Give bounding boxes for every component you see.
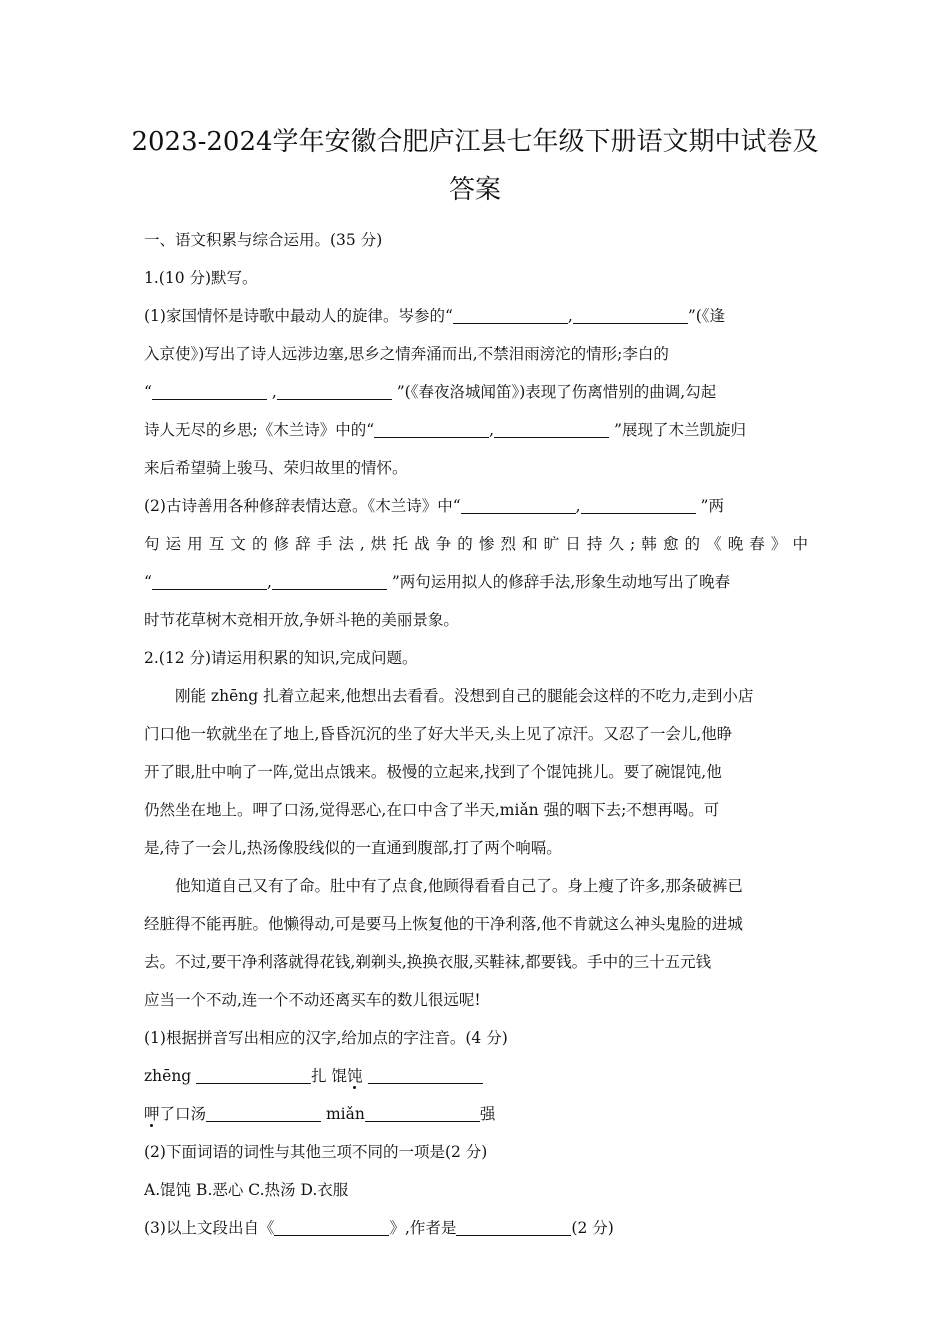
answer-blank[interactable] [456,1217,571,1236]
q2-sub1-row1 [144,1057,808,1095]
text: 馄 [331,1067,348,1085]
text: “ [144,383,152,401]
q2-sub3 [144,1209,808,1247]
q2-sub1-heading: (1)根据拼音写出相应的汉字,给加点的字注音。(4 分) [144,1029,508,1047]
text: (1)家国情怀是诗歌中最动人的旋律。岑参的“ [144,307,453,325]
answer-blank[interactable] [453,305,568,324]
passage-p1-line1: 刚能 zhēng 扎着立起来,他想出去看看。没想到自己的腿能会这样的不吃力,走到小店 [175,687,754,705]
q1-p1-line5: 来后希望骑上骏马、荣归故里的情怀。 [144,459,408,477]
passage-p2-line2: 经脏得不能再脏。他懒得动,可是要马上恢复他的干净利落,他不肯就这么神头鬼脸的进城 [144,915,743,933]
passage-p2-line4: 应当一个不动,连一个不动还离买车的数儿很远呢! [144,991,481,1009]
text: ”两 [700,497,724,515]
passage-p1-line3: 开了眼,肚中响了一阵,觉出点饿来。极慢的立起来,找到了个馄饨挑儿。要了碗馄饨,他 [144,763,722,781]
answer-blank[interactable] [573,305,688,324]
text: , [489,421,495,439]
q1-p1-line2: 入京使》)写出了诗人远涉边塞,思乡之情奔涌而出,不禁泪雨滂沱的情形;李白的 [144,345,669,363]
text: , [271,383,277,401]
pinyin: miǎn [325,1105,365,1123]
answer-blank[interactable] [581,495,696,514]
answer-blank[interactable] [152,571,267,590]
q2-heading: 2.(12 分)请运用积累的知识,完成问题。 [144,649,418,667]
doc-body [144,221,808,1247]
text: “ [144,573,152,591]
text: , [567,307,573,325]
answer-blank[interactable] [272,571,387,590]
answer-blank[interactable] [196,1065,311,1084]
answer-blank[interactable] [277,381,392,400]
answer-blank[interactable] [461,495,576,514]
answer-blank[interactable] [365,1103,480,1122]
text: (2)古诗善用各种修辞表情达意。《木兰诗》中“ [144,497,461,515]
text: 》,作者是 [389,1219,457,1237]
text: ”(《春夜洛城闻笛》)表现了伤离惜别的曲调,勾起 [396,383,717,401]
passage-p1-line4: 仍然坐在地上。呷了口汤,觉得恶心,在口中含了半天,miǎn 强的咽下去;不想再喝。可 [144,801,720,819]
passage-p2-line3: 去。不过,要干净利落就得花钱,剃剃头,换换衣服,买鞋袜,都要钱。手中的三十五元钱 [144,953,712,971]
answer-blank[interactable] [368,1065,483,1084]
q1-p2-line3 [144,563,808,601]
q2-sub1-row2 [144,1095,808,1133]
text: 强 [479,1105,496,1123]
pinyin: zhēng [144,1067,192,1085]
text: 扎 [311,1067,327,1085]
section-heading: 一、语文积累与综合运用。(35 分) [144,231,383,249]
q1-p2-line1 [144,487,808,525]
passage-p1-line5: 是,待了一会儿,热汤像股线似的一直通到腹部,打了两个响嗝。 [144,839,562,857]
text: ”(《逢 [687,307,726,325]
text: ”展现了木兰凯旋归 [614,421,746,439]
q1-p1-line4 [144,411,808,449]
answer-blank[interactable] [274,1217,389,1236]
text: (3)以上文段出自《 [144,1219,275,1237]
answer-blank[interactable] [152,381,267,400]
q1-p2-line2: 句运用互文的修辞手法,烘托战争的惨烈和旷日持久;韩愈的《晚春》中 [144,535,808,553]
q2-sub2-options: A.馄饨 B.恶心 C.热汤 D.衣服 [144,1181,349,1199]
q2-sub2-heading: (2)下面词语的词性与其他三项不同的一项是(2 分) [144,1143,488,1161]
dotted-char: 饨 [347,1067,363,1085]
passage-p2-line1: 他知道自己又有了命。肚中有了点食,他顾得看看自己了。身上瘦了许多,那条破裤已 [175,877,743,895]
q1-p2-line4: 时节花草树木竞相开放,争妍斗艳的美丽景象。 [144,611,459,629]
text: 诗人无尽的乡思;《木兰诗》中的“ [144,421,375,439]
doc-title-line2: 答案 [448,175,501,205]
text: ”两句运用拟人的修辞手法,形象生动地写出了晚春 [391,573,731,591]
answer-blank[interactable] [494,419,609,438]
text: , [575,497,581,515]
dotted-char: 呷 [144,1105,160,1123]
q1-heading: 1.(10 分)默写。 [144,269,258,287]
passage-p1-line2: 门口他一软就坐在了地上,昏昏沉沉的坐了好大半天,头上见了凉汗。又忍了一会儿,他睁 [144,725,733,743]
answer-blank[interactable] [206,1103,321,1122]
q1-p1-line1 [144,297,808,335]
text: , [266,573,272,591]
text: 了口汤 [159,1105,207,1123]
answer-blank[interactable] [374,419,489,438]
text: (2 分) [571,1219,614,1237]
doc-title-line1: 2023-2024学年安徽合肥庐江县七年级下册语文期中试卷及 [131,127,819,157]
q1-p1-line3 [144,373,808,411]
